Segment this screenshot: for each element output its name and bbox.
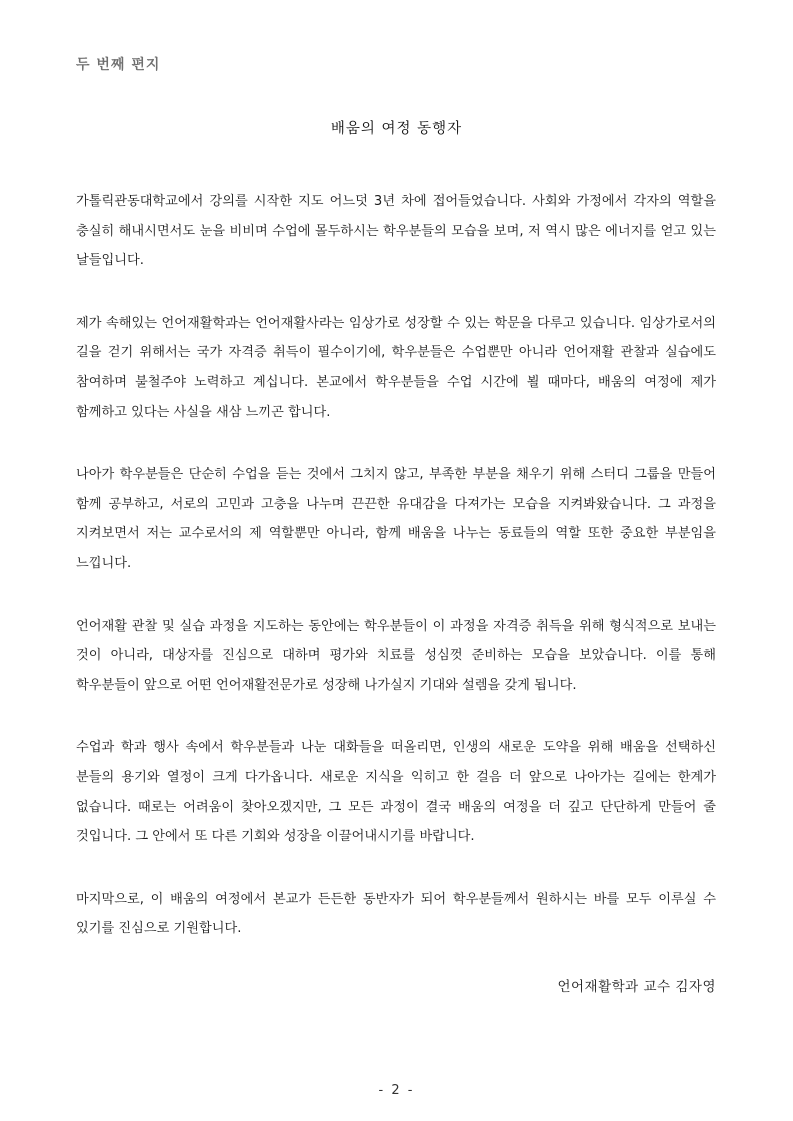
paragraph-2: 제가 속해있는 언어재활학과는 언어재활사라는 임상가로 성장할 수 있는 학문을 다루고 있습니다. 임상가로서의 길을 걷기 위해서는 국가 자격증 취득이 필수이기에, 학우분들은 수업뿐만 아니라 언어재활 관찰과 실습에도 참여하며 불철주야 노력하고 계십니다. 본교에서 학우분들을 수업 시간에 뵐 때마다, 배움의 여정에 제가 함께하고 있다는 사실을 새삼 느끼곤 합니다. — [76, 315, 716, 420]
section-label: 두 번째 편지 — [76, 57, 161, 73]
signature: 언어재활학과 교수 김자영 — [557, 979, 716, 995]
paragraph-5: 수업과 학과 행사 속에서 학우분들과 나눈 대화들을 떠올리면, 인생의 새로운 도약을 위해 배움을 선택하신 분들의 용기와 열정이 크게 다가옵니다. 새로운 지식을 익히고 한 걸음 더 앞으로 나아가는 길에는 한계가 없습니다. 때로는 어려움이 찾아오겠지만, 그 모든 과정이 결국 배움의 여정을 더 깊고 단단하게 만들어 줄 것입니다. 그 안에서 또 다른 기회와 성장을 이끌어내시기를 바랍니다. — [76, 740, 716, 845]
page-number: - 2 - — [378, 1083, 415, 1098]
paragraph-4: 언어재활 관찰 및 실습 과정을 지도하는 동안에는 학우분들이 이 과정을 자격증 취득을 위해 형식적으로 보내는 것이 아니라, 대상자를 진심으로 대하며 평가와 치료를 성심껏 준비하는 모습을 보았습니다. 이를 통해 학우분들이 앞으로 어떤 언어재활전문가로 성장해 나가실지 기대와 설렘을 갖게 됩니다. — [76, 618, 716, 693]
paragraph-1: 가톨릭관동대학교에서 강의를 시작한 지도 어느덧 3년 차에 접어들었습니다. 사회와 가정에서 각자의 역할을 충실히 해내시면서도 눈을 비비며 수업에 몰두하시는 학우분들의 모습을 보며, 저 역시 많은 에너지를 얻고 있는 날들입니다. — [76, 194, 716, 269]
paragraph-6: 마지막으로, 이 배움의 여정에서 본교가 든든한 동반자가 되어 학우분들께서 원하시는 바를 모두 이루실 수 있기를 진심으로 기원합니다. — [76, 891, 716, 937]
letter-body — [76, 187, 716, 977]
letter-title: 배움의 여정 동행자 — [330, 121, 463, 137]
paragraph-3: 나아가 학우분들은 단순히 수업을 듣는 것에서 그치지 않고, 부족한 부분을 채우기 위해 스터디 그룹을 만들어 함께 공부하고, 서로의 고민과 고충을 나누며 끈끈한 유대감을 다져가는 모습을 지켜봐왔습니다. 그 과정을 지켜보면서 저는 교수로서의 제 역할뿐만 아니라, 함께 배움을 나누는 동료들의 역할 또한 중요한 부분임을 느낍니다. — [76, 467, 716, 571]
